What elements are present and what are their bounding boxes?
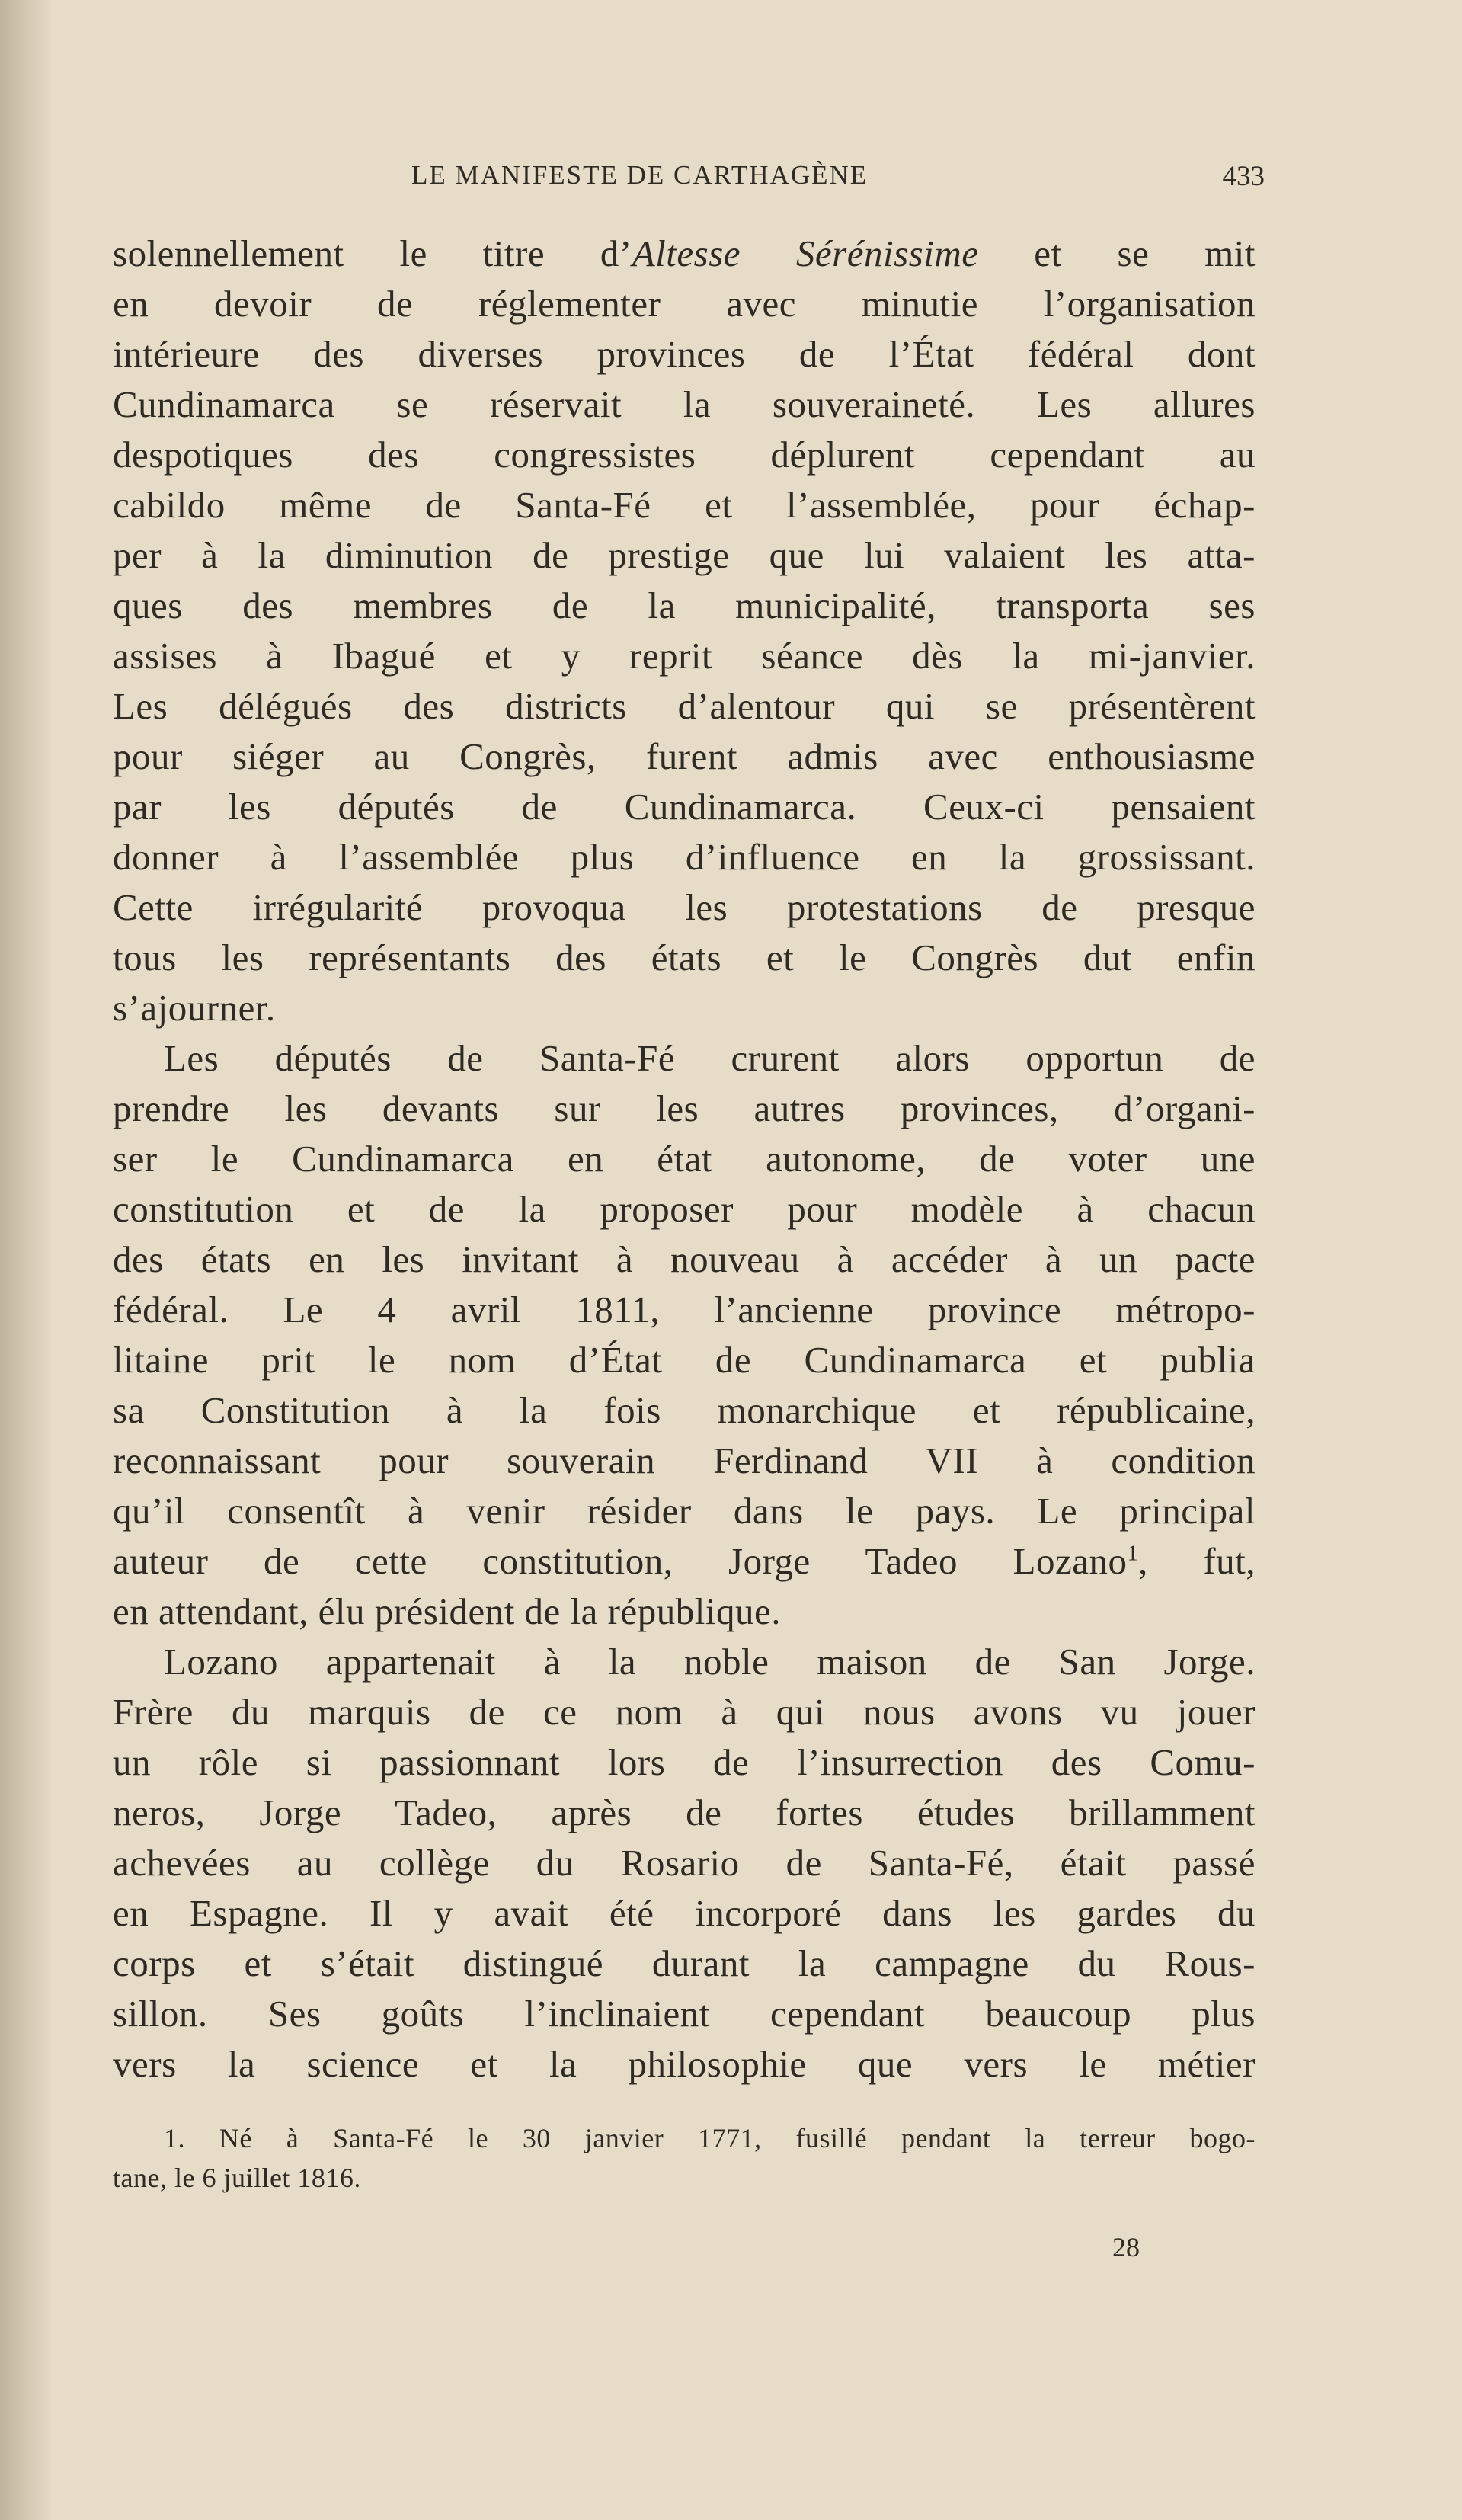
text-line: en attendant, élu président de la république.: [113, 1590, 781, 1632]
text-line: assises à Ibagué et y reprit séance dès la mi-janvier.: [113, 635, 1256, 677]
text-segment: solennellement le titre d’: [113, 232, 632, 274]
text-line: sa Constitution à la fois monarchique et républicaine,: [113, 1389, 1256, 1431]
text-line: vers la science et la philosophie que vers le métier: [113, 2043, 1256, 2085]
text-line: fédéral. Le 4 avril 1811, l’ancienne province métropo-: [113, 1289, 1256, 1330]
footnote-line: 1. Né à Santa-Fé le 30 janvier 1771, fusillé pendant la terreur bogo-: [164, 2123, 1256, 2153]
text-line: achevées au collège du Rosario de Santa-Fé, était passé: [113, 1842, 1256, 1884]
text-line: [113, 1536, 1256, 1587]
text-line: par les députés de Cundinamarca. Ceux-ci pensaient: [113, 786, 1256, 828]
text-line: ques des membres de la municipalité, transporta ses: [113, 584, 1256, 626]
text-line: sillon. Ses goûts l’inclinaient cependant beaucoup plus: [113, 1993, 1256, 2035]
body-text: [113, 229, 1256, 2089]
text-segment: , fut,: [1138, 1540, 1256, 1582]
text-line: prendre les devants sur les autres provinces, d’organi-: [113, 1087, 1256, 1129]
text-line: Frère du marquis de ce nom à qui nous avons vu jouer: [113, 1691, 1256, 1733]
text-line: corps et s’était distingué durant la campagne du Rous-: [113, 1942, 1256, 1984]
text-line: [113, 229, 1256, 279]
text-line: neros, Jorge Tadeo, après de fortes études brillamment: [113, 1792, 1256, 1833]
text-segment: et se mit: [978, 232, 1256, 274]
footnote-marker: 1: [1127, 1542, 1138, 1566]
text-line: pour siéger au Congrès, furent admis avec enthousiasme: [113, 735, 1256, 777]
text-line: Cette irrégularité provoqua les protestations de presque: [113, 886, 1256, 928]
text-line: en devoir de réglementer avec minutie l’organisation: [113, 283, 1256, 325]
text-line: reconnaissant pour souverain Ferdinand VII à condition: [113, 1439, 1256, 1481]
text-line: per à la diminution de prestige que lui valaient les atta-: [113, 534, 1256, 576]
text-line: intérieure des diverses provinces de l’État fédéral dont: [113, 333, 1256, 375]
text-line: Les députés de Santa-Fé crurent alors opportun de: [164, 1037, 1256, 1079]
footnote-line: tane, le 6 juillet 1816.: [113, 2163, 361, 2193]
text-line: despotiques des congressistes déplurent cependant au: [113, 434, 1256, 476]
text-line: Les délégués des districts d’alentour qui se présentèrent: [113, 685, 1256, 727]
text-line: litaine prit le nom d’État de Cundinamarca et publia: [113, 1339, 1256, 1381]
text-line: des états en les invitant à nouveau à accéder à un pacte: [113, 1238, 1256, 1280]
text-line: tous les représentants des états et le Congrès dut enfin: [113, 937, 1256, 978]
page-number: 433: [1222, 161, 1265, 192]
italic-title: Altesse Sérénissime: [632, 232, 979, 274]
text-line: ser le Cundinamarca en état autonome, de voter une: [113, 1138, 1256, 1180]
text-line: s’ajourner.: [113, 987, 276, 1029]
text-line: un rôle si passionnant lors de l’insurrection des Comu-: [113, 1741, 1256, 1783]
text-line: donner à l’assemblée plus d’influence en la grossissant.: [113, 836, 1256, 878]
text-line: Lozano appartenait à la noble maison de San Jorge.: [164, 1641, 1256, 1683]
signature-mark: 28: [1112, 2232, 1140, 2262]
page-header: [114, 160, 1265, 198]
text-line: Cundinamarca se réservait la souveraineté. Les allures: [113, 383, 1256, 425]
footnotes: [113, 2118, 1256, 2198]
running-title: LE MANIFESTE DE CARTHAGÈNE: [411, 160, 869, 190]
text-segment: auteur de cette constitution, Jorge Tadeo Lozano: [113, 1540, 1128, 1582]
text-line: cabildo même de Santa-Fé et l’assemblée, pour échap-: [113, 484, 1256, 526]
text-line: en Espagne. Il y avait été incorporé dans les gardes du: [113, 1892, 1256, 1934]
text-line: constitution et de la proposer pour modèle à chacun: [113, 1188, 1256, 1230]
text-line: qu’il consentît à venir résider dans le pays. Le principal: [113, 1490, 1256, 1532]
